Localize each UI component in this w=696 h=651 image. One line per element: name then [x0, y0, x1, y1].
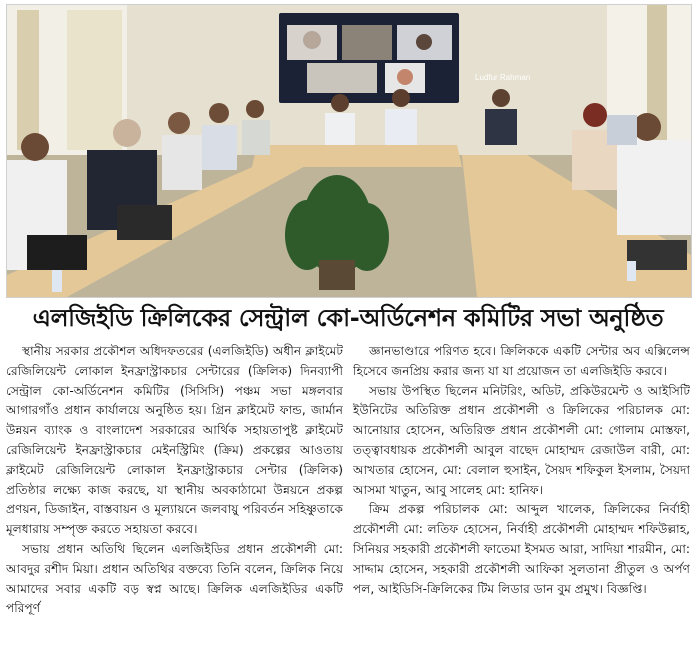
article-column-right	[353, 342, 690, 646]
article-paragraph: সভায় প্রধান অতিথি ছিলেন এলজিইডির প্রধান প্রকৌশলী মো: আবদুর রশীদ মিয়া। প্রধান অতিথির বক্তব্যে তিনি বলেন, ক্রিলিক নিয়ে আমাদের সবার একটি বড় স্বপ্ন আছে। ক্রিলিক এলজিইডির একটি পরিপূর্ণ	[6, 541, 343, 616]
meeting-photo	[6, 4, 692, 298]
screen-participant-name: Ludfur Rahman	[475, 73, 531, 82]
headline: এলজিইডি ক্রিলিকের সেন্ট্রাল কো-অর্ডিনেশন কমিটির সভা অনুষ্ঠিত	[32, 304, 664, 332]
meeting-photo-scene	[7, 5, 691, 297]
article-paragraph: স্থানীয় সরকার প্রকৌশল অধিদফতরের (এলজিইডি) অধীন ক্লাইমেট রেজিলিয়েন্ট লোকাল ইনফ্রাস্ট্রাকচার সেন্টারের (ক্রিলিক) দিনব্যাপী সেন্ট্রাল কো-অর্ডিনেশন কমিটির (সিসিসি) পঞ্চম সভা মঙ্গলবার আগারগাঁও প্রধান কার্যালয়ে অনুষ্ঠিত হয়। গ্রিন ক্লাইমেট ফান্ড, জার্মান উন্নয়ন ব্যাংক ও বাংলাদেশ সরকারের আর্থিক সহায়তাপুষ্ট ক্লাইমেট রেজিলিয়েন্ট ইনফ্রাস্ট্রাকচার মেইনস্ট্রিমিং (ক্রিম) প্রকল্পের আওতায় ক্লাইমেট রেজিলিয়েন্ট লোকাল ইনফ্রাস্ট্রাকচার সেন্টার (ক্রিলিক) প্রতিষ্ঠার লক্ষ্যে কাজ করছে, যা স্থানীয় অবকাঠামো উন্নয়নে প্রকল্প প্রণয়ন, ডিজাইন, বাস্তবায়ন ও মূল্যায়নে জলবায়ু পরিবর্তন সহিষ্ণুতাকে মূলধারায় সম্পৃক্ত করতে সহায়তা করবে।	[6, 344, 343, 537]
article-paragraph: সভায় উপস্থিত ছিলেন মনিটরিং, অডিট, প্রকিউরমেন্ট ও আইসিটি ইউনিটের অতিরিক্ত প্রধান প্রকৌশলী ও ক্রিলিকের পরিচালক মো: আনোয়ার হোসেন, অতিরিক্ত প্রধান প্রকৌশলী মো: গোলাম মোস্তফা, তত্ত্বাবধায়ক প্রকৌশলী আবুল বাছেদ মোহাম্মদ রেজাউল বারী, মো: আখতার হোসেন, মো: বেলাল হুসাইন, সৈয়দ শফিকুল ইসলাম, সৈয়দা আসমা খাতুন, আবু সালেহ মো: হানিফ।	[353, 383, 690, 497]
article-column-left	[6, 342, 343, 646]
article-paragraph: ক্রিম প্রকল্প পরিচালক মো: আব্দুল খালেক, ক্রিলিকের নির্বাহী প্রকৌশলী মো: লতিফ হোসেন, নির্বাহী প্রকৌশলী মোহাম্মদ শফিউল্লাহ, সিনিয়র সহকারী প্রকৌশলী ফাতেমা ইসমত আরা, সাদিয়া শারমীন, মো: সাদ্দাম হোসেন, সহকারী প্রকৌশলী আফিকা সুলতানা প্রীতুল ও অর্পণ পল, আইডিসি-ক্রিলিকের টিম লিডার ডান বুম প্রমুখ। বিজ্ঞপ্তি।	[353, 502, 690, 596]
article-paragraph: জ্ঞানভাণ্ডারে পরিণত হবে। ক্রিলিককে একটি সেন্টার অব এক্সিলেন্স হিসেবে জনপ্রিয় করার জন্য যা যা প্রয়োজন তা এলজিইডি করবে।	[353, 344, 690, 378]
article-body	[6, 342, 690, 646]
